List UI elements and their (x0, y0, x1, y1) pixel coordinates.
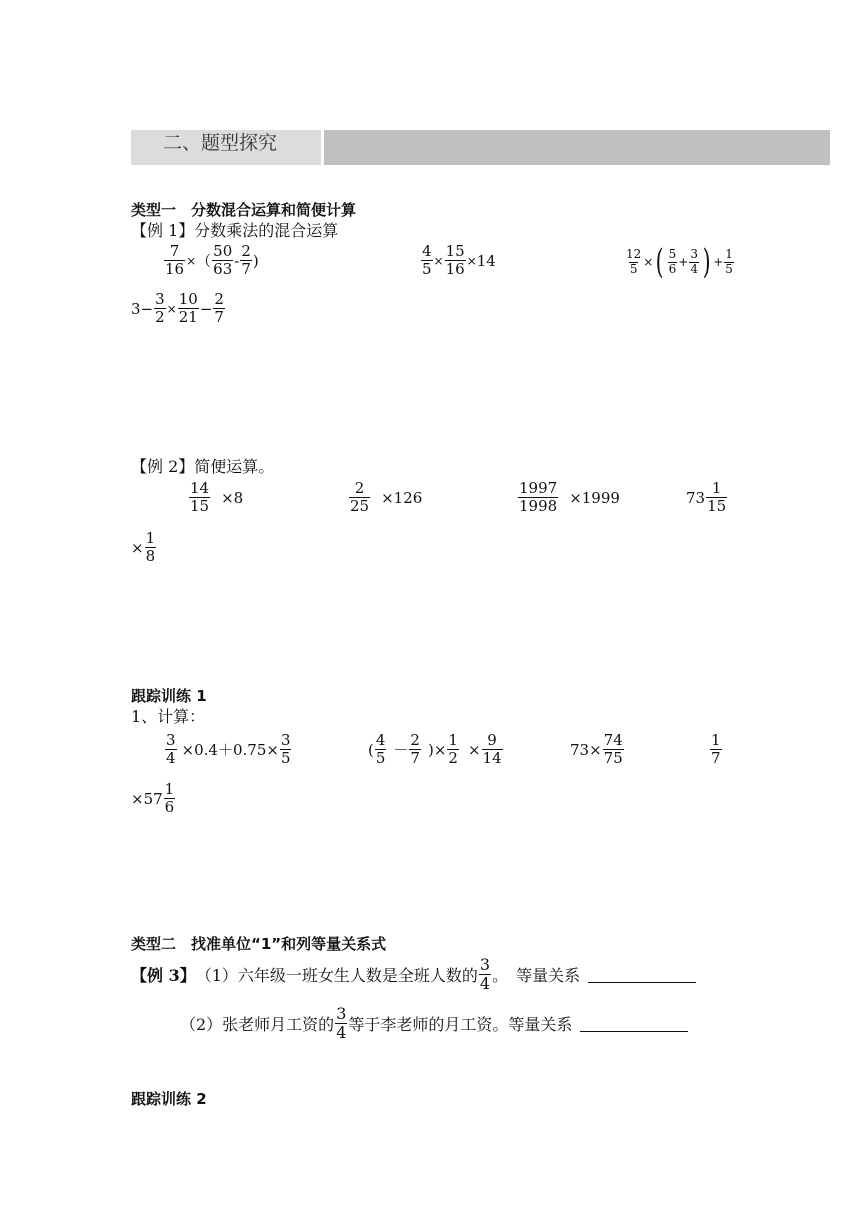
track2-heading: 跟踪训练 2 (131, 1090, 207, 1108)
fraction: $\frac{14}{15}$ (190, 479, 210, 516)
example3-line2: （2）张老师月工资的 $\frac{3}{4}$ 等于李老师的月工资。等量关系 (180, 1005, 688, 1043)
example1-title: 【例 1】分数乘法的混合运算 (131, 221, 339, 240)
fraction: $\frac{9}{14}$ (482, 731, 502, 768)
fraction: $\frac{50}{63}$ (213, 242, 233, 279)
example3-line1: 【例 3】 （1）六年级一班女生人数是全班人数的 $\frac{3}{4}$ 。 等量关系 (131, 956, 696, 994)
example2-title: 【例 2】简便运算。 (131, 457, 275, 476)
fraction: $\frac{3}{2}$ (155, 290, 165, 327)
track1-heading: 跟踪训练 1 (131, 687, 207, 705)
type2-heading: 类型二 找准单位“1”和列等量关系式 (131, 935, 387, 953)
answer-blank-1[interactable] (588, 966, 696, 983)
ex2-expression-c: $\frac{1997}{1998}$ × 1999 (519, 479, 620, 516)
track1-expression-d-part1 (709, 732, 723, 768)
fraction: $\frac{1}{7}$ (711, 731, 721, 768)
track1-expression-d-part2: × 57 $\frac{1}{6}$ (131, 780, 175, 817)
ex1-expression-b: $\frac{4}{5}$ × $\frac{15}{16}$ × 14 (422, 242, 496, 279)
ex2-expression-a: $\frac{14}{15}$ × 8 (190, 479, 244, 516)
fraction: $\frac{1}{2}$ (448, 731, 458, 768)
ex1-expression-a: $\frac{7}{16}$ × （ $\frac{50}{63}$ - $\frac{2}{7}$ ) (165, 242, 259, 279)
fraction: $\frac{1}{5}$ (725, 246, 733, 276)
track1-question-label: 1、计算： (131, 707, 206, 726)
fraction: $\frac{4}{5}$ (375, 731, 386, 768)
ex2-expression-b: $\frac{2}{25}$ × 126 (350, 479, 423, 516)
track1-expression-b: ( $\frac{4}{5}$ － $\frac{2}{7}$ ) × $\frac{1}{2}$ × $\frac{9}{14}$ (368, 731, 502, 768)
fraction: $\frac{7}{16}$ (165, 242, 185, 279)
fraction: $\frac{1997}{1998}$ (519, 479, 558, 516)
ex2-expression-d-part2: × $\frac{1}{8}$ (131, 529, 156, 566)
track1-expression-c: 73 × $\frac{74}{75}$ (570, 731, 623, 768)
answer-blank-2[interactable] (580, 1015, 688, 1032)
fraction: $\frac{10}{21}$ (178, 290, 198, 327)
fraction: $\frac{1}{8}$ (145, 529, 156, 566)
fraction: $\frac{15}{16}$ (445, 242, 465, 279)
fraction: $\frac{1}{15}$ (707, 479, 727, 516)
section-header-right-band (324, 130, 830, 165)
fraction: $\frac{2}{25}$ (350, 479, 370, 516)
fraction: $\frac{3}{5}$ (280, 731, 291, 768)
ex2-expression-d-part1: 73 $\frac{1}{15}$ (686, 479, 727, 516)
fraction: $\frac{3}{4}$ (166, 731, 176, 768)
fraction: $\frac{12}{5}$ (626, 246, 642, 276)
fraction: $\frac{74}{75}$ (603, 731, 623, 768)
fraction: $\frac{2}{7}$ (241, 242, 251, 279)
fraction: $\frac{4}{5}$ (422, 242, 432, 279)
fraction: $\frac{2}{7}$ (410, 731, 420, 768)
section-header-title: 二、题型探究 (163, 132, 278, 154)
type1-heading: 类型一 分数混合运算和简便计算 (131, 201, 357, 219)
fraction: $\frac{3}{4}$ (336, 1004, 347, 1043)
fraction: $\frac{5}{6}$ (668, 246, 677, 276)
track1-expression-a: $\frac{3}{4}$ ×0.4＋0.75× $\frac{3}{5}$ (166, 731, 291, 768)
fraction: $\frac{2}{7}$ (214, 290, 224, 327)
ex1-expression-c: $\frac{12}{5}$ × ( $\frac{5}{6}$ + $\frac{3}{4}$ ) + $\frac{1}{5}$ (626, 242, 733, 282)
ex1-expression-d: 3 − $\frac{3}{2}$ × $\frac{10}{21}$ − $\frac{2}{7}$ (131, 290, 224, 327)
fraction: $\frac{3}{4}$ (690, 246, 698, 276)
fraction: $\frac{1}{6}$ (164, 780, 175, 817)
fraction: $\frac{3}{4}$ (479, 955, 491, 994)
